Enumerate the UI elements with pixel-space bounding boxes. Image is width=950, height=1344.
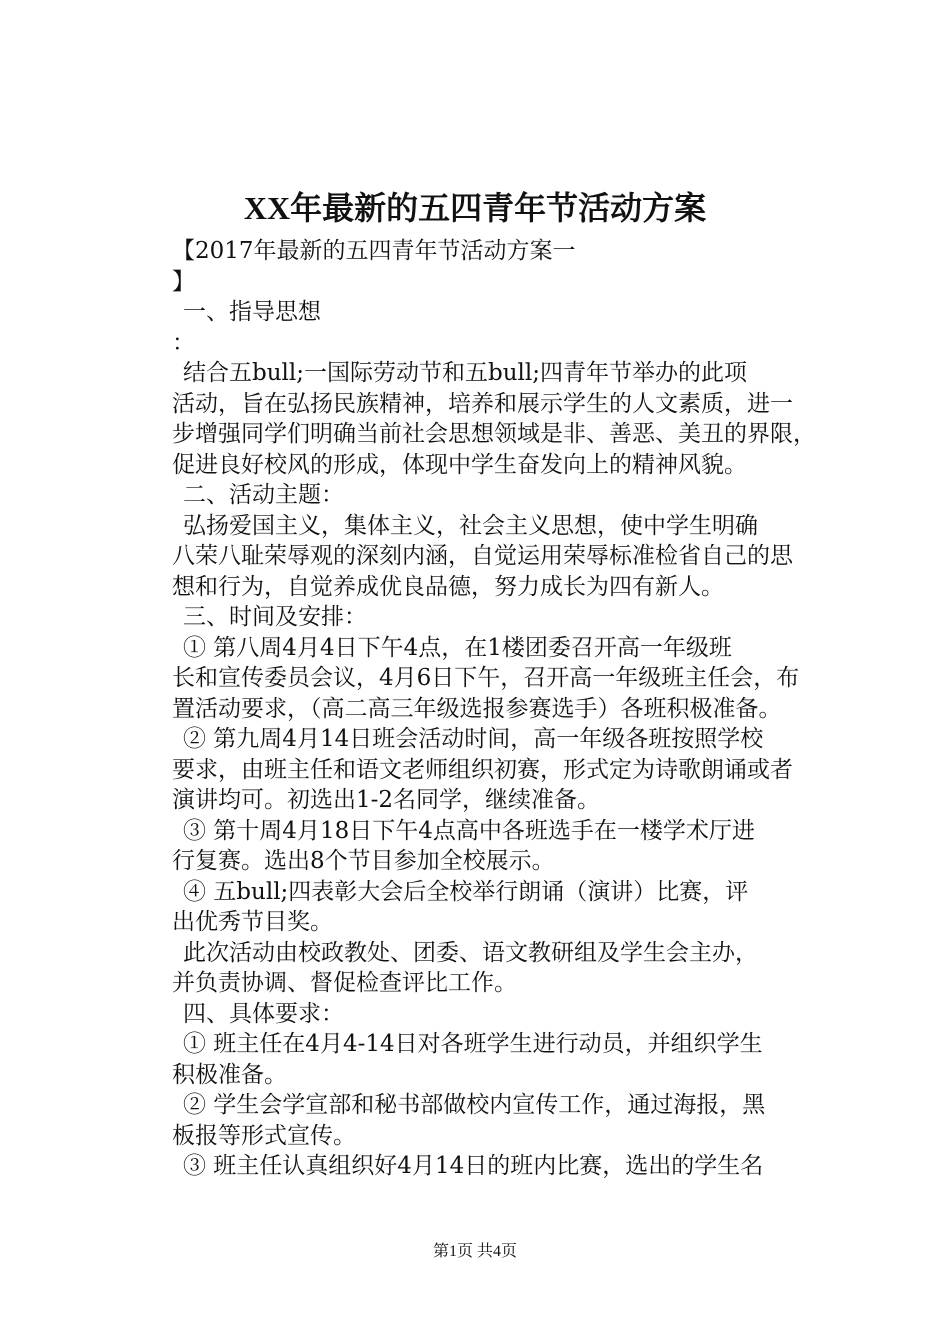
text-line: 四、具体要求： bbox=[183, 1000, 344, 1027]
text-line: 并负责协调、督促检查评比工作。 bbox=[172, 970, 517, 996]
text-line: 长和宣传委员会议，4月6日下午，召开高一年级班主任会，布 bbox=[172, 665, 800, 691]
text-line: ② 学生会学宣部和秘书部做校内宣传工作，通过海报，黑 bbox=[183, 1092, 766, 1118]
text-line: 二、活动主题： bbox=[183, 482, 344, 508]
text-line: 结合五bull;一国际劳动节和五bull;四青年节举办的此项 bbox=[183, 360, 747, 386]
text-line: ： bbox=[172, 329, 195, 356]
text-line: 要求，由班主任和语文老师组织初赛，形式定为诗歌朗诵或者 bbox=[172, 756, 793, 783]
text-line: ③ 第十周4月18日下午4点高中各班选手在一楼学术厅进 bbox=[183, 817, 755, 844]
text-line: 【2017年最新的五四青年节活动方案一 bbox=[172, 238, 576, 264]
text-line: 想和行为，自觉养成优良品德，努力成长为四有新人。 bbox=[172, 573, 724, 600]
text-line: 板报等形式宣传。 bbox=[172, 1122, 356, 1149]
text-line: 积极准备。 bbox=[172, 1061, 287, 1088]
text-line: 弘扬爱国主义，集体主义，社会主义思想，使中学生明确 bbox=[183, 512, 758, 539]
text-line: 步增强同学们明确当前社会思想领域是非、善恶、美丑的界限， bbox=[172, 421, 816, 447]
text-line: ④ 五bull;四表彰大会后全校举行朗诵（演讲）比赛，评 bbox=[183, 878, 749, 905]
document-body bbox=[172, 236, 832, 1182]
document-title: XX年最新的五四青年节活动方案 bbox=[243, 190, 707, 226]
text-line: ① 班主任在4月4-14日对各班学生进行动员，并组织学生 bbox=[183, 1031, 763, 1057]
text-line: 促进良好校风的形成，体现中学生奋发向上的精神风貌。 bbox=[172, 451, 747, 478]
text-line: 置活动要求，（高二高三年级选报参赛选手）各班积极准备。 bbox=[172, 695, 782, 722]
text-line: ③ 班主任认真组织好4月14日的班内比赛，选出的学生名 bbox=[183, 1153, 764, 1179]
text-line: 八荣八耻荣辱观的深刻内涵，自觉运用荣辱标准检省自己的思 bbox=[172, 543, 793, 569]
text-line: 活动，旨在弘扬民族精神，培养和展示学生的人文素质，进一 bbox=[172, 390, 793, 417]
text-line: 三、时间及安排： bbox=[183, 604, 367, 630]
text-line: 】 bbox=[172, 268, 195, 295]
text-line: ① 第八周4月4日下午4点，在1楼团委召开高一年级班 bbox=[183, 634, 732, 661]
text-line: 演讲均可。初选出1-2名同学，继续准备。 bbox=[172, 787, 601, 813]
text-line: 行复赛。选出8个节目参加全校展示。 bbox=[172, 848, 555, 874]
text-line: ② 第九周4月14日班会活动时间，高一年级各班按照学校 bbox=[183, 726, 764, 752]
text-line: 此次活动由校政教处、团委、语文教研组及学生会主办， bbox=[183, 939, 758, 966]
text-line: 出优秀节目奖。 bbox=[172, 909, 333, 935]
text-line: 一、指导思想 bbox=[183, 299, 321, 325]
page-footer: 第1页 共4页 bbox=[432, 1243, 517, 1260]
